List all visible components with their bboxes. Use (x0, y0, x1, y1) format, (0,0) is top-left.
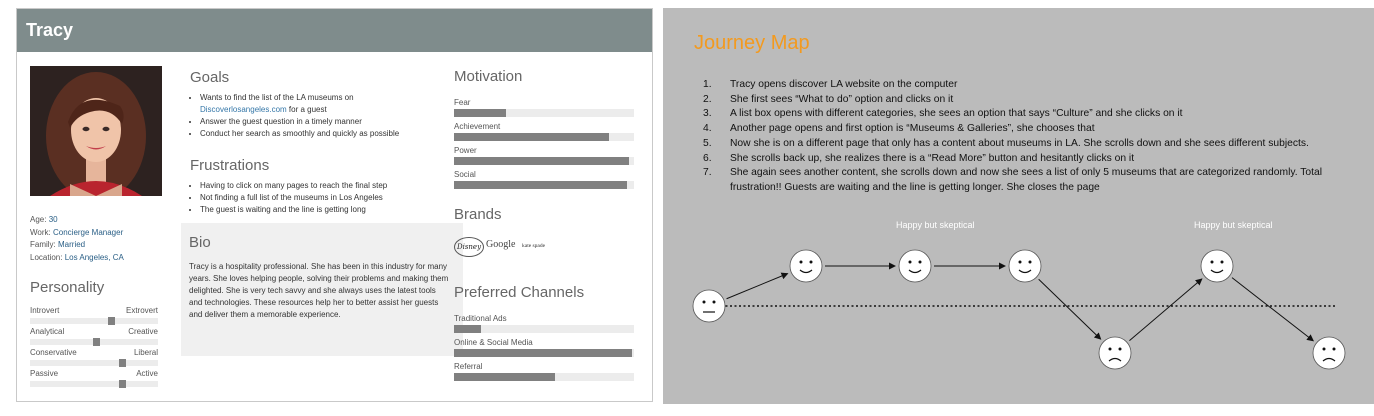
journey-step: 5. Now she is on a different page that only has a content about museums in LA. She scrolls down and she sees different subjects. (703, 137, 1309, 149)
bio-box (181, 223, 463, 356)
brands-title: Brands (454, 206, 502, 223)
brand-logos (454, 237, 554, 257)
personality-track (30, 360, 158, 366)
annotation-happy-skeptical: Happy but skeptical (1194, 220, 1273, 230)
journey-step: 7. She again sees another content, she scrolls down and now she sees a list of only 5 museums that are categorized randomly. Total frustration!! Guests are waiting and the line is getting longer. She closes the page (703, 167, 1323, 193)
google-logo: Google (486, 239, 516, 250)
personality-row: Introvert Extrovert (30, 306, 158, 327)
neutral-face-icon (693, 290, 725, 322)
personality-row: Analytical Creative (30, 327, 158, 348)
fact-family: Family: Married (30, 240, 86, 249)
bio-text: Tracy is a hospitality professional. She has been in this industry for many years. She loves helping people, solving their problems and making them delighted. She is very tech savvy and she always uses the latest tools and technologies. These resources help her to better assist her guests and deliver them a memorable experience. (189, 262, 449, 319)
journey-step: 3. A list box opens with different categories, she sees an option that says “Culture” and she clicks on it (703, 108, 1183, 120)
portrait-image (30, 66, 162, 196)
persona-name: Tracy (26, 20, 74, 40)
fact-location: Location: Los Angeles, CA (30, 252, 124, 262)
channel-row: Online & Social Media (454, 338, 634, 362)
channels-bars (454, 314, 634, 386)
goal-item: • Wants to find the list of the LA museums on Discoverlosangeles.com for a guest (200, 92, 450, 116)
goals-list (190, 92, 450, 140)
motivation-bar-fill (454, 109, 506, 117)
happy-face-icon (790, 250, 822, 282)
bio-title: Bio (189, 234, 211, 251)
channel-bar-fill (454, 349, 632, 357)
journey-arrow (1039, 279, 1101, 339)
journey-step: 1. Tracy opens discover LA website on the computer (703, 79, 958, 90)
journey-title: Journey Map (694, 32, 810, 54)
channels-title: Preferred Channels (454, 284, 585, 301)
channel-bar-fill (454, 325, 481, 333)
sad-face-icon (1099, 337, 1131, 369)
personality-slider-knob (93, 338, 100, 346)
persona-photo (30, 66, 162, 196)
frustrations-list (190, 180, 450, 216)
disney-logo: Disney (454, 237, 484, 257)
goal-item: • Answer the guest question in a timely manner (200, 116, 450, 128)
fact-work: Work: Concierge Manager (30, 227, 124, 237)
persona-panel (16, 8, 653, 402)
persona-facts (30, 214, 124, 264)
motivation-row: Power (454, 146, 634, 170)
personality-slider-knob (119, 359, 126, 367)
personality-slider-knob (119, 380, 126, 388)
motivation-bars (454, 98, 634, 194)
personality-track (30, 318, 158, 324)
journey-arrow (727, 274, 788, 299)
journey-arrow (1232, 278, 1313, 341)
goals-title: Goals (190, 69, 230, 86)
journey-arrow (1129, 279, 1201, 341)
persona-header (17, 9, 652, 52)
motivation-bar-fill (454, 133, 609, 141)
channel-row: Referral (454, 362, 634, 386)
personality-title: Personality (30, 279, 105, 296)
motivation-title: Motivation (454, 68, 523, 85)
happy-face-icon (899, 250, 931, 282)
sad-face-icon (1313, 337, 1345, 369)
discoverla-link[interactable]: Discoverlosangeles.com (200, 105, 287, 114)
journey-step: 6. She scrolls back up, she realizes there is a “Read More” button and hesitantly clicks on it (703, 152, 1135, 164)
personality-row: Conservative Liberal (30, 348, 158, 369)
kate-spade-logo: kate spade (522, 243, 546, 249)
frustrations-title: Frustrations (190, 157, 270, 174)
motivation-row: Achievement (454, 122, 634, 146)
happy-face-icon (1009, 250, 1041, 282)
frustration-item: • Having to click on many pages to reach the final step (200, 180, 450, 192)
frustration-item: • The guest is waiting and the line is getting long (200, 204, 450, 216)
happy-face-icon (1201, 250, 1233, 282)
journey-step: 2. She first sees “What to do” option and clicks on it (703, 93, 954, 105)
personality-row: Passive Active (30, 369, 158, 390)
annotation-happy-skeptical: Happy but skeptical (896, 220, 975, 230)
frustration-item: • Not finding a full list of the museums in Los Angeles (200, 192, 450, 204)
motivation-row: Social (454, 170, 634, 194)
motivation-bar-fill (454, 181, 627, 189)
personality-slider-knob (108, 317, 115, 325)
emotion-curve (663, 8, 1374, 404)
journey-map-panel (663, 8, 1374, 404)
motivation-row: Fear (454, 98, 634, 122)
journey-step: 4. Another page opens and first option is “Museums & Galleries”, she chooses that (703, 123, 1095, 135)
channel-bar-fill (454, 373, 555, 381)
personality-track (30, 381, 158, 387)
goal-item: • Conduct her search as smoothly and quickly as possible (200, 128, 450, 140)
fact-age: Age: 30 (30, 215, 58, 224)
channel-row: Traditional Ads (454, 314, 634, 338)
personality-sliders (30, 306, 158, 390)
motivation-bar-fill (454, 157, 629, 165)
